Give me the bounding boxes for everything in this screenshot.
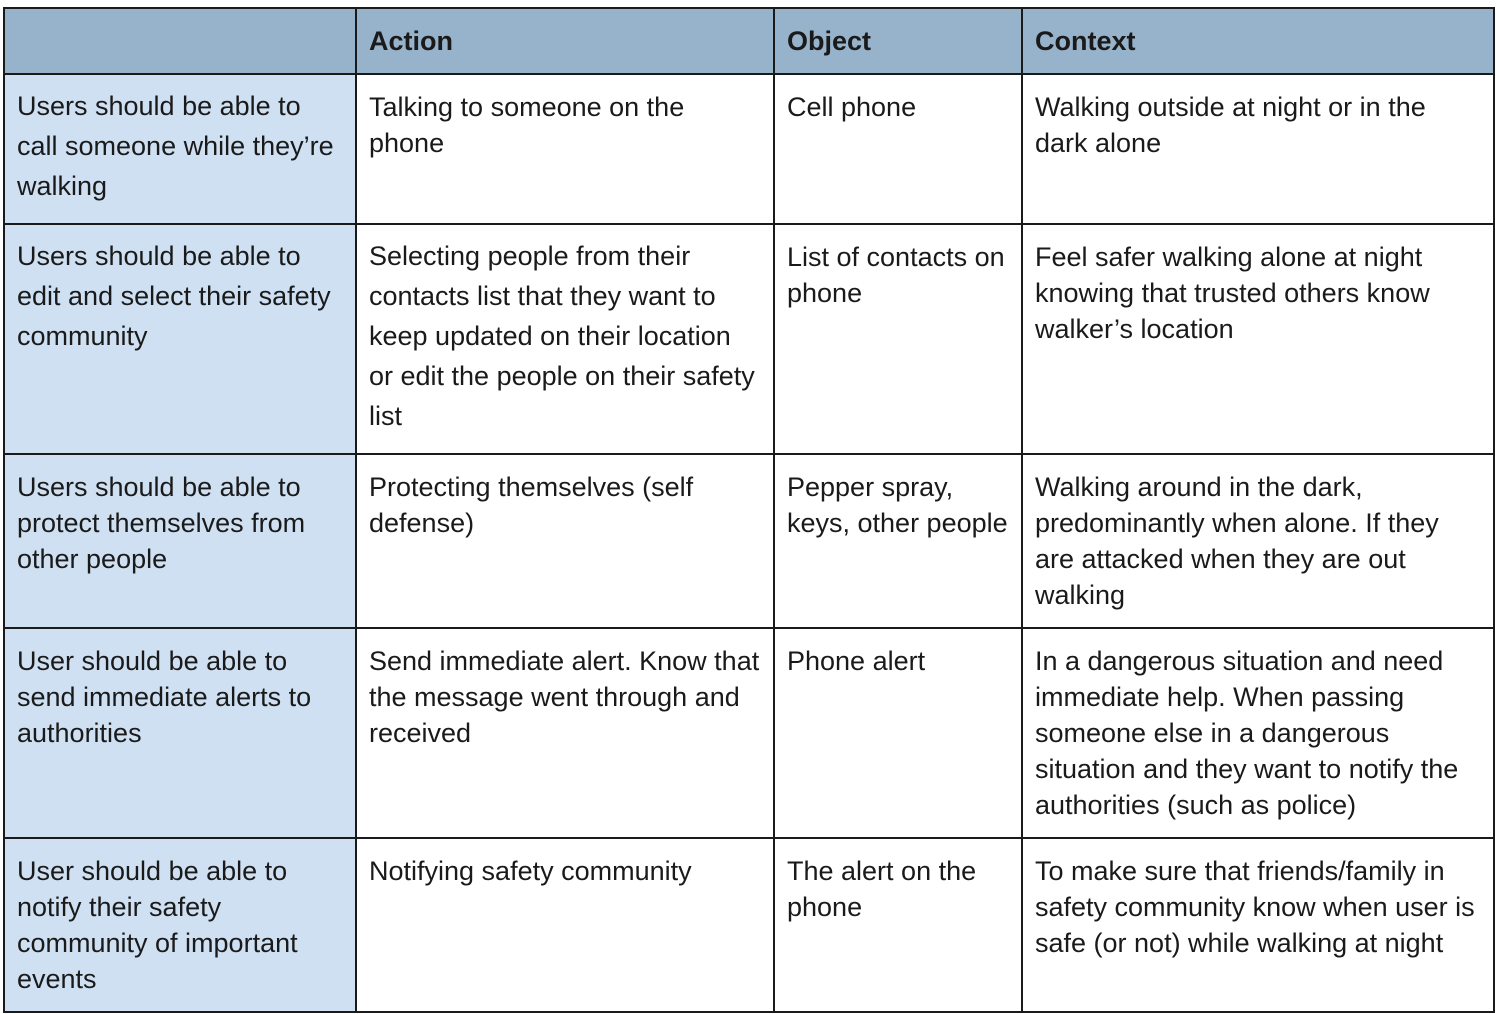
requirement-cell (4, 628, 356, 838)
requirement-cell (4, 74, 356, 224)
action-cell (356, 628, 774, 838)
action-text: Protecting themselves (self defense) (369, 472, 694, 538)
context-text: In a dangerous situation and need immediate help. When passing someone else in a dangerous situation and they want to notify the authorities (such as police) (1035, 646, 1459, 820)
action-cell (356, 224, 774, 454)
table-row (4, 628, 1494, 838)
requirement-text: Users should be able to edit and select their safety community (17, 241, 331, 351)
context-cell (1022, 224, 1494, 454)
header-cell-action: Action (356, 8, 774, 74)
object-text: The alert on the phone (787, 856, 977, 922)
object-cell (774, 224, 1022, 454)
action-cell (356, 838, 774, 1012)
table-row (4, 838, 1494, 1012)
header-cell-context: Context (1022, 8, 1494, 74)
context-text: Walking around in the dark, predominantly when alone. If they are attacked when they are out walking (1035, 472, 1439, 610)
context-cell (1022, 628, 1494, 838)
table-row (4, 454, 1494, 628)
header-row (4, 8, 1494, 74)
context-text: To make sure that friends/family in safety community know when user is safe (or not) while walking at night (1035, 856, 1475, 958)
object-text: Pepper spray, keys, other people (787, 472, 1008, 538)
header-cell-empty (4, 8, 356, 74)
object-cell (774, 454, 1022, 628)
action-cell (356, 74, 774, 224)
object-cell (774, 74, 1022, 224)
table-row (4, 74, 1494, 224)
requirement-text: User should be able to notify their safety community of important events (17, 856, 298, 994)
action-text: Send immediate alert. Know that the message went through and received (369, 646, 760, 748)
requirement-cell (4, 224, 356, 454)
context-text: Feel safer walking alone at night knowing that trusted others know walker’s location (1035, 242, 1430, 344)
object-cell (774, 628, 1022, 838)
requirement-cell (4, 838, 356, 1012)
action-cell (356, 454, 774, 628)
table-row (4, 224, 1494, 454)
header-cell-object: Object (774, 8, 1022, 74)
context-cell (1022, 454, 1494, 628)
requirements-table (3, 7, 1495, 1013)
object-text: List of contacts on phone (787, 242, 1005, 308)
action-text: Notifying safety community (369, 856, 692, 886)
requirement-text: Users should be able to protect themselves from other people (17, 472, 306, 574)
object-cell (774, 838, 1022, 1012)
requirement-text: User should be able to send immediate alerts to authorities (17, 646, 312, 748)
action-text: Selecting people from their contacts list that they want to keep updated on their location or edit the people on their safety list (369, 241, 755, 431)
object-text: Phone alert (787, 646, 926, 676)
requirement-cell (4, 454, 356, 628)
requirement-text: Users should be able to call someone while they’re walking (17, 91, 334, 201)
context-cell (1022, 74, 1494, 224)
action-text: Talking to someone on the phone (369, 92, 685, 158)
context-text: Walking outside at night or in the dark alone (1035, 92, 1426, 158)
context-cell (1022, 838, 1494, 1012)
object-text: Cell phone (787, 92, 917, 122)
